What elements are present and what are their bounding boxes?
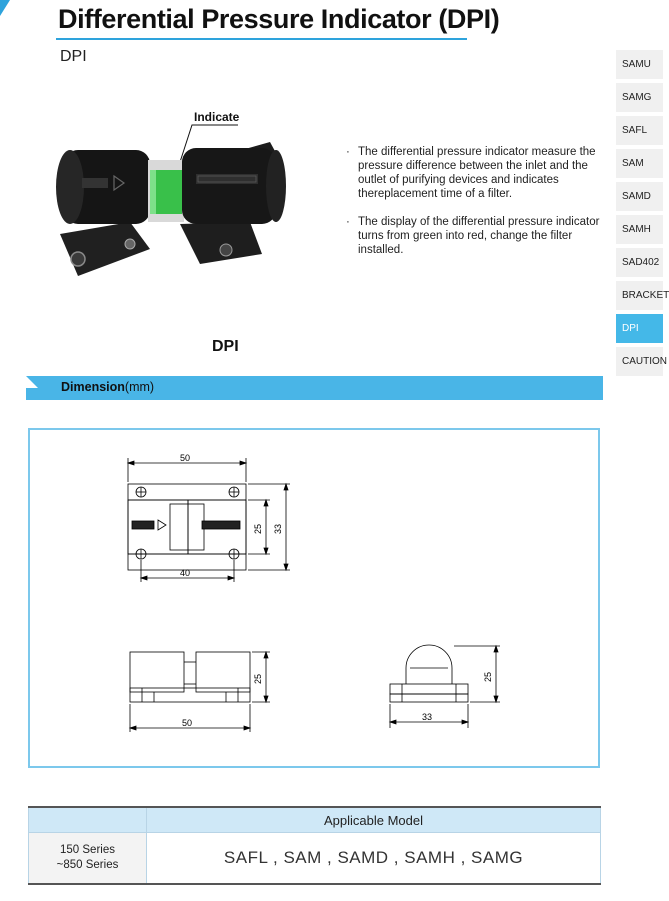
table-header-row bbox=[29, 807, 601, 833]
nav-item-samu[interactable]: SAMU bbox=[616, 50, 663, 79]
nav-item-caution[interactable]: CAUTION bbox=[616, 347, 663, 376]
description-item bbox=[346, 145, 606, 201]
corner-tab-icon bbox=[26, 376, 38, 388]
table-header-cell: Applicable Model bbox=[147, 807, 601, 833]
nav-item-samh[interactable]: SAMH bbox=[616, 215, 663, 244]
dim-top-width: 50 bbox=[180, 453, 191, 463]
nav-item-sam[interactable]: SAM bbox=[616, 149, 663, 178]
series-line-1: 150 Series bbox=[60, 844, 115, 856]
title-underline bbox=[56, 38, 467, 40]
side-nav bbox=[616, 50, 669, 380]
dim-inner-height: 25 bbox=[253, 523, 263, 534]
description-item bbox=[346, 215, 606, 257]
dimension-drawing-box bbox=[28, 428, 600, 768]
description bbox=[346, 145, 606, 271]
dim-outer-height: 33 bbox=[273, 523, 283, 534]
side-view bbox=[130, 652, 270, 732]
technical-drawing bbox=[30, 430, 598, 766]
top-view bbox=[128, 453, 290, 582]
description-text-1: The differential pressure indicator measure the pressure difference between the inlet and the outlet of purifying devices and indicates thereplacement time of a filter. bbox=[358, 146, 596, 200]
nav-item-safl[interactable]: SAFL bbox=[616, 116, 663, 145]
nav-item-samd[interactable]: SAMD bbox=[616, 182, 663, 211]
description-text-2: The display of the differential pressure indicator turns from green into red, change the filter installed. bbox=[358, 216, 600, 256]
dpi-product-photo bbox=[30, 104, 300, 314]
dim-end-height: 25 bbox=[483, 671, 493, 682]
section-subtitle: DPI bbox=[60, 48, 87, 65]
series-line-2: ~850 Series bbox=[56, 859, 119, 871]
dim-end-width: 33 bbox=[422, 712, 433, 722]
bullet-glyph: · bbox=[346, 216, 350, 228]
nav-item-bracket[interactable]: BRACKET bbox=[616, 281, 663, 310]
dimension-header-label bbox=[61, 380, 154, 394]
nav-item-dpi[interactable]: DPI bbox=[616, 314, 663, 343]
end-view bbox=[390, 645, 500, 728]
photo-caption: DPI bbox=[212, 338, 239, 355]
nav-item-sad402[interactable]: SAD402 bbox=[616, 248, 663, 277]
indicate-label: Indicate bbox=[194, 110, 240, 124]
applicable-model-table bbox=[28, 806, 601, 885]
flange-front bbox=[60, 222, 150, 276]
bullet-glyph: · bbox=[346, 146, 350, 158]
page-title: Differential Pressure Indicator (DPI) bbox=[58, 4, 500, 34]
dimension-unit: (mm) bbox=[124, 380, 155, 394]
corner-accent bbox=[0, 0, 10, 16]
series-cell bbox=[29, 833, 147, 885]
dimension-title: Dimension bbox=[61, 380, 125, 394]
models-cell: SAFL , SAM , SAMD , SAMH , SAMG bbox=[147, 833, 601, 885]
table-header-empty-cell bbox=[29, 807, 147, 833]
dim-side-height: 25 bbox=[253, 673, 263, 684]
dim-hole-spacing: 40 bbox=[180, 568, 191, 578]
dim-side-width: 50 bbox=[182, 718, 193, 728]
nav-item-samg[interactable]: SAMG bbox=[616, 83, 663, 112]
table-row bbox=[29, 833, 601, 885]
